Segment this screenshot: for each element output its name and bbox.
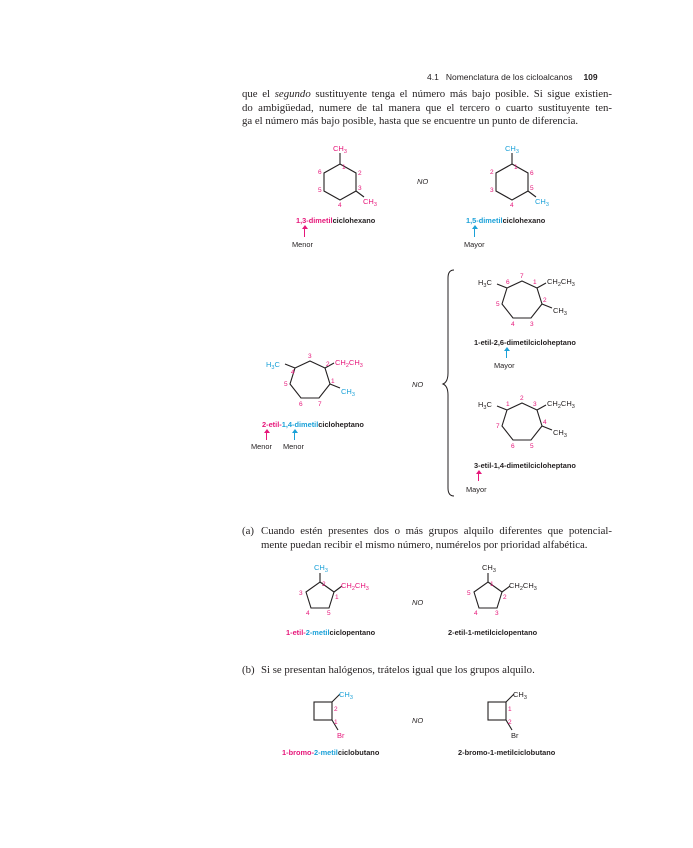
ethyl-label: $CH_2CH_3$ bbox=[547, 399, 575, 410]
compound-name-1-bromo-2-methylcyclobutane bbox=[282, 748, 379, 757]
structure-2-ethyl-14-dimethylcycloheptane bbox=[262, 352, 382, 422]
ring-number: 3 bbox=[533, 401, 537, 408]
ring-number: 1 bbox=[490, 581, 494, 588]
structure-3-ethyl-14-dimethylcycloheptane bbox=[474, 394, 594, 464]
cyclohexane-ring bbox=[496, 164, 528, 200]
ring-number: 6 bbox=[318, 169, 322, 176]
locant-part: 1-etil- bbox=[286, 628, 306, 637]
ring-number: 4 bbox=[511, 321, 515, 328]
compound-name-3-ethyl-14-dimethylcycloheptane: 3-etil-1,4-dimetilcicloheptano bbox=[474, 461, 576, 470]
ring-number: 4 bbox=[338, 202, 342, 209]
structure-2-bromo-1-methylcyclobutane bbox=[474, 686, 554, 746]
ring-number: 4 bbox=[474, 610, 478, 617]
methyl-label: $CH_3$ bbox=[553, 306, 567, 317]
ring-number: 5 bbox=[496, 301, 500, 308]
up-arrow bbox=[506, 350, 507, 358]
intro-line-1-a: que el bbox=[242, 88, 275, 100]
up-arrow bbox=[266, 432, 267, 440]
parent-part: ciclohexano bbox=[502, 216, 546, 225]
methyl-label: $CH_3$ bbox=[482, 563, 496, 574]
ring-number: 7 bbox=[318, 401, 322, 408]
locant-part: 1-bromo- bbox=[282, 748, 315, 757]
ring-number: 5 bbox=[530, 443, 534, 450]
ring-number: 2 bbox=[334, 706, 338, 713]
ring-number: 4 bbox=[543, 419, 547, 426]
ring-number: 2 bbox=[508, 719, 512, 726]
ring-number: 2 bbox=[326, 361, 330, 368]
ethyl-label: $CH_2CH_3$ bbox=[547, 277, 575, 288]
ring-number: 6 bbox=[299, 401, 303, 408]
cycloheptane-ring bbox=[502, 403, 542, 440]
ring-number: 3 bbox=[530, 321, 534, 328]
ring-number: 1 bbox=[331, 378, 335, 385]
ring-number: 2 bbox=[543, 297, 547, 304]
ring-number: 4 bbox=[510, 202, 514, 209]
parent-part: ciclobutano bbox=[337, 748, 380, 757]
ring-number: 4 bbox=[306, 610, 310, 617]
ring-number: 5 bbox=[467, 590, 471, 597]
structure-13-dimethylcyclohexane bbox=[300, 142, 380, 212]
methyl-label: $CH_3$ bbox=[314, 563, 328, 574]
compound-name-2-ethyl-1-methylcyclopentane: 2-etil-1-metilciclopentano bbox=[448, 628, 538, 637]
bond bbox=[537, 405, 546, 410]
note-menor: Menor bbox=[283, 442, 304, 451]
ring-number: 5 bbox=[327, 610, 331, 617]
methyl-label: $CH_3$ bbox=[535, 197, 549, 208]
locant-part: 2-metil bbox=[314, 748, 338, 757]
ring-number: 5 bbox=[318, 187, 322, 194]
compound-name-1-ethyl-26-dimethylcycloheptane: 1-etil-2,6-dimetilcicloheptano bbox=[474, 338, 576, 347]
intro-line-1 bbox=[242, 88, 612, 102]
ethyl-label: $CH_2CH_3$ bbox=[509, 581, 537, 592]
ring-number: 5 bbox=[284, 381, 288, 388]
methyl-label: $CH_3$ bbox=[505, 144, 519, 155]
up-arrow bbox=[294, 432, 295, 440]
no-label: NO bbox=[417, 177, 429, 186]
up-arrow bbox=[478, 473, 479, 481]
note-mayor: Mayor bbox=[494, 361, 515, 370]
ethyl-label: $CH_2CH_3$ bbox=[335, 358, 363, 369]
locant-part: 1,3-dimetil bbox=[296, 216, 333, 225]
ring-number: 2 bbox=[503, 594, 507, 601]
ring-number: 1 bbox=[334, 719, 338, 726]
cyclopentane-ring bbox=[474, 582, 502, 608]
intro-line-2: do ambigüedad, numere de tal manera que el tercero o cuarto sustituyente ten- bbox=[242, 101, 612, 114]
ring-number: 3 bbox=[308, 353, 312, 360]
parent-part: ciclohexano bbox=[332, 216, 376, 225]
structure-15-dimethylcyclohexane bbox=[472, 142, 552, 212]
ring-number: 1 bbox=[335, 594, 339, 601]
ring-number: 2 bbox=[358, 170, 362, 177]
locant-part: 1,4-dimetil bbox=[281, 420, 319, 429]
rule-a-line-2: mente puedan recibir el mismo número, numérelos por prioridad alfabética. bbox=[261, 538, 588, 551]
ring-number: 7 bbox=[520, 273, 524, 280]
locant-part: 2-etil- bbox=[262, 420, 282, 429]
note-menor: Menor bbox=[292, 240, 313, 249]
cyclopentane-ring bbox=[306, 582, 334, 608]
methyl-label: $H_3C$ bbox=[478, 400, 492, 411]
ring-number: 3 bbox=[490, 187, 494, 194]
intro-line-3: ga el número más bajo posible, hasta que se encuentre un punto de diferencia. bbox=[242, 115, 579, 128]
parent-part: cicloheptano bbox=[318, 420, 364, 429]
ring-number: 7 bbox=[496, 423, 500, 430]
ring-number: 6 bbox=[530, 170, 534, 177]
rule-a-paragraph bbox=[242, 525, 612, 552]
note-menor: Menor bbox=[251, 442, 272, 451]
methyl-label: $H_3C$ bbox=[266, 360, 280, 371]
grouping-brace bbox=[442, 268, 458, 498]
methyl-label: $CH_3$ bbox=[339, 690, 353, 701]
ethyl-label: $CH_2CH_3$ bbox=[341, 581, 369, 592]
methyl-label: $CH_3$ bbox=[553, 428, 567, 439]
cyclohexane-ring bbox=[324, 164, 356, 200]
ring-number: 3 bbox=[299, 590, 303, 597]
rule-b-label: (b) bbox=[242, 664, 255, 676]
rule-a-label: (a) bbox=[242, 525, 254, 537]
compound-name-2-ethyl-14-dimethylcycloheptane bbox=[262, 420, 364, 429]
up-arrow bbox=[474, 228, 475, 237]
section-number: 4.1 bbox=[427, 72, 439, 82]
intro-line-1-italic: segundo bbox=[274, 88, 311, 100]
bromo-label: Br bbox=[337, 731, 345, 740]
ring-number: 2 bbox=[520, 395, 524, 402]
note-mayor: Mayor bbox=[466, 485, 487, 494]
bond bbox=[537, 283, 546, 288]
intro-paragraph bbox=[242, 88, 612, 129]
locant-part: 1,5-dimetil bbox=[466, 216, 503, 225]
ring-number: 3 bbox=[358, 185, 362, 192]
methyl-label: $H_3C$ bbox=[478, 278, 492, 289]
compound-name-1-ethyl-2-methylcyclopentane bbox=[286, 628, 375, 637]
page-number: 109 bbox=[583, 72, 598, 82]
compound-name-2-bromo-1-methylcyclobutane: 2-bromo-1-metilciclobutano bbox=[458, 748, 556, 757]
ring-number: 1 bbox=[533, 279, 537, 286]
up-arrow bbox=[304, 228, 305, 237]
rule-a-line-1 bbox=[242, 525, 612, 539]
cyclobutane-ring bbox=[314, 702, 332, 720]
cycloheptane-ring bbox=[502, 281, 542, 318]
bond bbox=[542, 426, 552, 430]
methyl-label: $CH_3$ bbox=[333, 144, 347, 155]
methyl-label: $CH_3$ bbox=[363, 197, 377, 208]
rule-a-text-1: Cuando estén presentes dos o más grupos alquilo diferentes que potencial- bbox=[261, 525, 612, 537]
parent-part: ciclopentano bbox=[329, 628, 376, 637]
ring-number: 3 bbox=[495, 610, 499, 617]
no-label: NO bbox=[412, 716, 424, 725]
rule-b-line-1 bbox=[242, 664, 612, 678]
cycloheptane-ring bbox=[290, 361, 330, 398]
section-title: Nomenclatura de los cicloalcanos bbox=[445, 72, 573, 82]
methyl-label: $CH_3$ bbox=[513, 690, 527, 701]
bromo-label: Br bbox=[511, 731, 519, 740]
structure-1-bromo-2-methylcyclobutane bbox=[300, 686, 380, 746]
ring-number: 1 bbox=[506, 401, 510, 408]
ring-number: 2 bbox=[490, 169, 494, 176]
rule-b-text-1: Si se presentan halógenos, trátelos igual que los grupos alquilo. bbox=[261, 664, 535, 676]
bond bbox=[542, 304, 552, 308]
ring-number: 5 bbox=[530, 185, 534, 192]
structure-2-ethyl-1-methylcyclopentane bbox=[448, 562, 548, 632]
intro-line-1-b: sustituyente tenga el número más bajo posible. Si sigue existien- bbox=[310, 88, 613, 100]
bond bbox=[285, 364, 295, 368]
note-mayor: Mayor bbox=[464, 240, 485, 249]
cyclobutane-ring bbox=[488, 702, 506, 720]
ring-number: 6 bbox=[506, 279, 510, 286]
no-label: NO bbox=[412, 380, 424, 389]
compound-name-15-dimethylcyclohexane bbox=[466, 216, 545, 225]
ring-number: 4 bbox=[291, 369, 295, 376]
running-header bbox=[427, 72, 598, 82]
ring-number: 2 bbox=[322, 581, 326, 588]
ring-number: 1 bbox=[514, 164, 518, 171]
locant-part: 2-metil bbox=[305, 628, 330, 637]
ring-number: 1 bbox=[508, 706, 512, 713]
compound-name-13-dimethylcyclohexane bbox=[296, 216, 375, 225]
ring-number: 6 bbox=[511, 443, 515, 450]
structure-1-ethyl-2-methylcyclopentane bbox=[280, 562, 380, 632]
ring-number: 1 bbox=[342, 164, 346, 171]
methyl-label: $CH_3$ bbox=[341, 387, 355, 398]
no-label: NO bbox=[412, 598, 424, 607]
structure-1-ethyl-26-dimethylcycloheptane bbox=[474, 272, 594, 342]
rule-b-paragraph bbox=[242, 664, 612, 678]
